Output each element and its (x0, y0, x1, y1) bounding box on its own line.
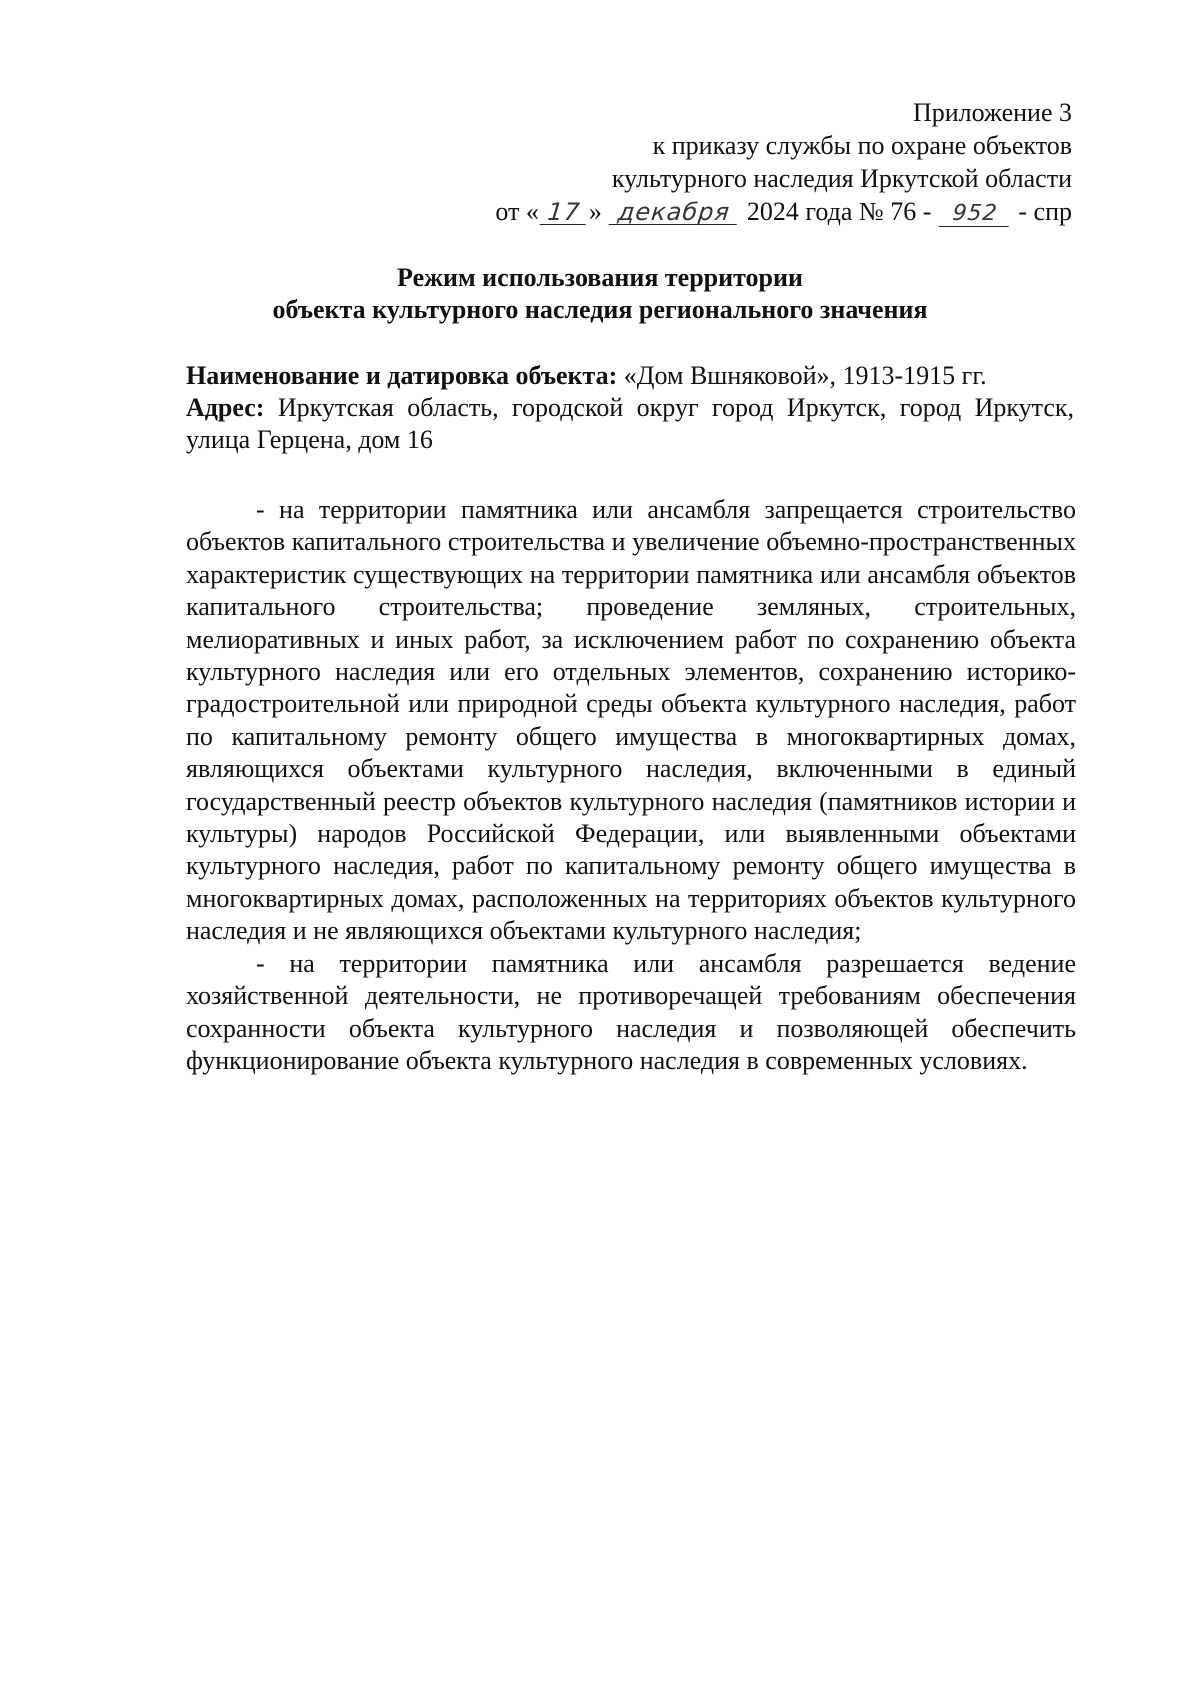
order-suffix: - спр (1018, 197, 1072, 226)
object-name-label: Наименование и датировка объекта: (186, 361, 618, 390)
appendix-header (495, 96, 1072, 228)
regime-text (186, 494, 1076, 1077)
object-address-row (186, 392, 1074, 456)
object-address-label: Адрес: (186, 393, 265, 422)
paragraph-prohibitions: - на территории памятника или ансамбля запрещается строительство объектов капитального строительства и увеличение объемно-пространственных характеристик существующих на территории памятника или ансамбля объектов капитального строительства; проведение земляных, строительных, мелиоративных и иных работ, за исключением работ по сохранению объекта культурного наследия или его отдельных элементов, сохранению историко-градостроительной или природной среды объекта культурного наследия, работ по капитальному ремонту общего имущества в многоквартирных домах, являющихся объектами культурного наследия, включенными в единый государственный реестр объектов культурного наследия (памятников истории и культуры) народов Российской Федерации, или выявленными объектами культурного наследия, работ по капитальному ремонту общего имущества в многоквартирных домах, расположенных на территориях объектов культурного наследия и не являющихся объектами культурного наследия; (186, 495, 1076, 946)
title-line-1: Режим использования территории (397, 263, 803, 292)
paragraph-permissions: - на территории памятника или ансамбля разрешается ведение хозяйственной деятельности, не противоречащей требованиям обеспечения сохранности объекта культурного наследия и позволяющей обеспечить функционирование объекта культурного наследия в современных условиях. (186, 948, 1076, 1075)
appendix-number: Приложение 3 (912, 98, 1072, 127)
date-prefix: от « (495, 197, 539, 226)
date-year-text: 2024 года № 76 - (746, 197, 932, 226)
appendix-date-line (495, 195, 1072, 228)
document-title (0, 262, 1200, 326)
object-name-value: «Дом Вшняковой», 1913-1915 гг. (623, 361, 987, 390)
handwritten-month: декабря (609, 200, 740, 225)
handwritten-order-number: 952 (939, 202, 1012, 227)
object-info (186, 360, 1074, 456)
date-day-suffix: » (588, 197, 602, 226)
appendix-order-line: к приказу службы по охране объектов (652, 131, 1072, 160)
title-line-2: объекта культурного наследия регионального значения (272, 295, 928, 324)
handwritten-day: 17 (540, 200, 589, 225)
object-name-row (186, 360, 1074, 392)
appendix-agency-line: культурного наследия Иркутской области (611, 164, 1072, 193)
object-address-value: Иркутская область, городской округ город Иркутск, город Иркутск, улица Герцена, дом 16 (186, 393, 1075, 454)
